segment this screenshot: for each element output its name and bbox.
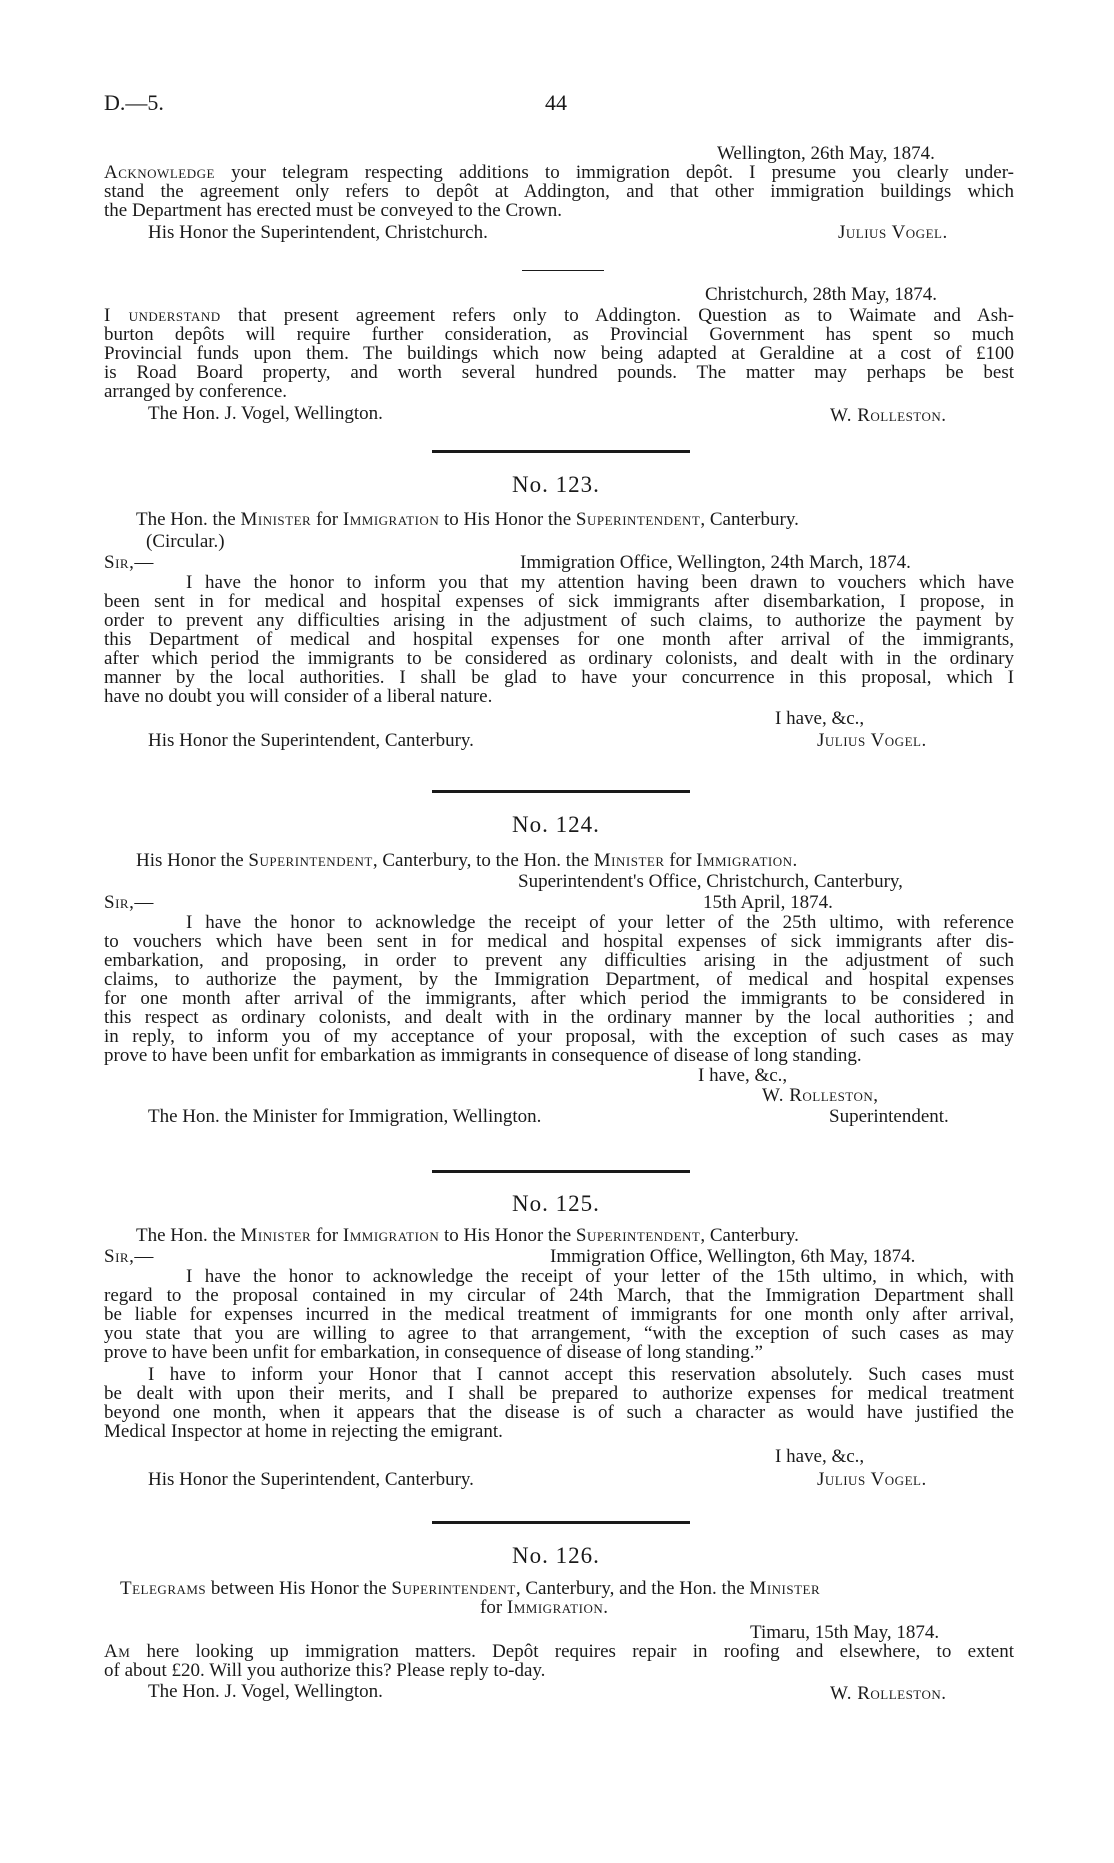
dateline: Timaru, 15th May, 1874. [750,1622,940,1643]
body-line: arranged by conference. [104,381,288,402]
body-line: I understand that present agreement refers only to Addington. Question as to Waimate and Ash- [104,305,1015,326]
body-line: for one month after arrival of the immigrants, after which period the immigrants to be considered in [104,988,1014,1009]
addressee: His Honor the Superintendent, Christchurch. [148,222,488,243]
signature: Julius Vogel. [838,222,948,243]
body-line: Acknowledge your telegram respecting additions to immigration depôt. I presume you clearly under- [104,162,1014,183]
letter-heading: Telegrams between His Honor the Superintendent, Canterbury, and the Hon. the Minister [120,1578,821,1599]
body-line: I have the honor to inform you that my attention having been drawn to vouchers which have [186,572,1014,593]
section-divider [432,1521,690,1524]
body-line: I have the honor to acknowledge the receipt of your letter of the 25th ultimo, with reference [186,912,1014,933]
body-line: be liable for expenses incurred in the medical treatment of immigrants for one month only after arrival, [104,1304,1014,1325]
body-line: embarkation, and proposing, in order to prevent any difficulties arising in the adjustment of such [104,950,1014,971]
closing: I have, &c., [775,1446,865,1467]
signature: W. Rolleston, [762,1085,879,1106]
signature: Julius Vogel. [817,730,927,751]
body-line: Medical Inspector at home in rejecting the emigrant. [104,1421,503,1442]
body-line: is Road Board property, and worth several hundred pounds. The matter may perhaps be best [104,362,1014,383]
closing: I have, &c., [775,708,865,729]
body-line: of about £20. Will you authorize this? Please reply to-day. [104,1660,546,1681]
letter-number: No. 123. [512,472,600,497]
addressee: The Hon. J. Vogel, Wellington. [148,403,383,424]
dateline: Immigration Office, Wellington, 24th March, 1874. [520,552,911,573]
body-line: prove to have been unfit for embarkation as immigrants in consequence of disease of long standing. [104,1045,862,1066]
section-divider [432,1170,690,1173]
section-divider [432,790,690,793]
dateline: Wellington, 26th May, 1874. [717,143,935,164]
addressee: His Honor the Superintendent, Canterbury. [148,1469,474,1490]
body-line: after which period the immigrants to be considered as ordinary colonists, and dealt with in the ordinary [104,648,1014,669]
section-divider [432,450,690,453]
body-line: this respect as ordinary colonists, and dealt with in the ordinary manner by the local authorities ; and [104,1007,1014,1028]
letter-heading: The Hon. the Minister for Immigration to His Honor the Superintendent, Canterbury. [136,509,799,530]
body-line: regard to the proposal contained in my circular of 24th March, that the Immigration Department shall [104,1285,1014,1306]
body-line: be dealt with upon their merits, and I shall be prepared to authorize expenses for medical treatment [104,1383,1014,1404]
salutation: Sir,— [104,552,154,573]
dateline: Immigration Office, Wellington, 6th May, 1874. [550,1246,916,1267]
addressee: His Honor the Superintendent, Canterbury. [148,730,474,751]
body-line: the Department has erected must be conveyed to the Crown. [104,200,562,221]
closing: I have, &c., [698,1065,788,1086]
body-line: in reply, to inform you of my acceptance of your proposal, with the exception of such cases as may [104,1026,1014,1047]
body-line: manner by the local authorities. I shall be glad to have your concurrence in this proposal, which I [104,667,1014,688]
body-line: I have the honor to acknowledge the receipt of your letter of the 15th ultimo, in which, with [186,1266,1014,1287]
dateline: Christchurch, 28th May, 1874. [705,284,938,305]
dateline: 15th April, 1874. [703,892,833,913]
body-line: been sent in for medical and hospital expenses of sick immigrants after disembarkation, I propose, in [104,591,1014,612]
body-line: burton depôts will require further consideration, as Provincial Government has spent so much [104,324,1014,345]
body-line: this Department of medical and hospital expenses for one month after arrival of the immigrants, [104,629,1014,650]
body-line: Provincial funds upon them. The buildings which now being adapted at Geraldine at a cost of £100 [104,343,1014,364]
body-line: I have to inform your Honor that I cannot accept this reservation absolutely. Such cases must [148,1364,1014,1385]
body-line: claims, to authorize the payment, by the Immigration Department, of medical and hospital expenses [104,969,1014,990]
signature: W. Rolleston. [830,1683,947,1704]
body-line: Am here looking up immigration matters. Depôt requires repair in roofing and elsewhere, to extent [104,1641,1014,1662]
body-line: you state that you are willing to agree to that arrangement, “with the exception of such cases as may [104,1323,1014,1344]
body-line: beyond one month, when it appears that the disease is of such a character as would have justified the [104,1402,1014,1423]
letter-number: No. 126. [512,1543,600,1568]
body-line: to vouchers which have been sent in for medical and hospital expenses of sick immigrants after dis- [104,931,1014,952]
separator-rule [522,270,604,271]
page-number: 44 [545,90,567,115]
body-line: prove to have been unfit for embarkation, in consequence of disease of long standing.” [104,1342,763,1363]
letter-heading-cont: for Immigration. [480,1597,608,1618]
office-line: Superintendent's Office, Christchurch, Canterbury, [518,871,903,892]
letter-heading: His Honor the Superintendent, Canterbury, to the Hon. the Minister for Immigration. [136,850,798,871]
letter-number: No. 124. [512,812,600,837]
salutation: Sir,— [104,892,154,913]
document-code: D.—5. [104,90,164,115]
salutation: Sir,— [104,1246,154,1267]
signature: W. Rolleston. [830,405,947,426]
body-line: order to prevent any difficulties arising in the adjustment of such claims, to authorize the payment by [104,610,1014,631]
addressee: The Hon. the Minister for Immigration, Wellington. [148,1106,542,1127]
letter-heading: The Hon. the Minister for Immigration to His Honor the Superintendent, Canterbury. [136,1225,799,1246]
body-line: have no doubt you will consider of a liberal nature. [104,686,493,707]
letter-number: No. 125. [512,1191,600,1216]
signatory-title: Superintendent. [829,1106,949,1127]
addressee: The Hon. J. Vogel, Wellington. [148,1681,383,1702]
body-line: stand the agreement only refers to depôt at Addington, and that other immigration buildings which [104,181,1014,202]
circular-label: (Circular.) [146,531,225,552]
signature: Julius Vogel. [817,1469,927,1490]
